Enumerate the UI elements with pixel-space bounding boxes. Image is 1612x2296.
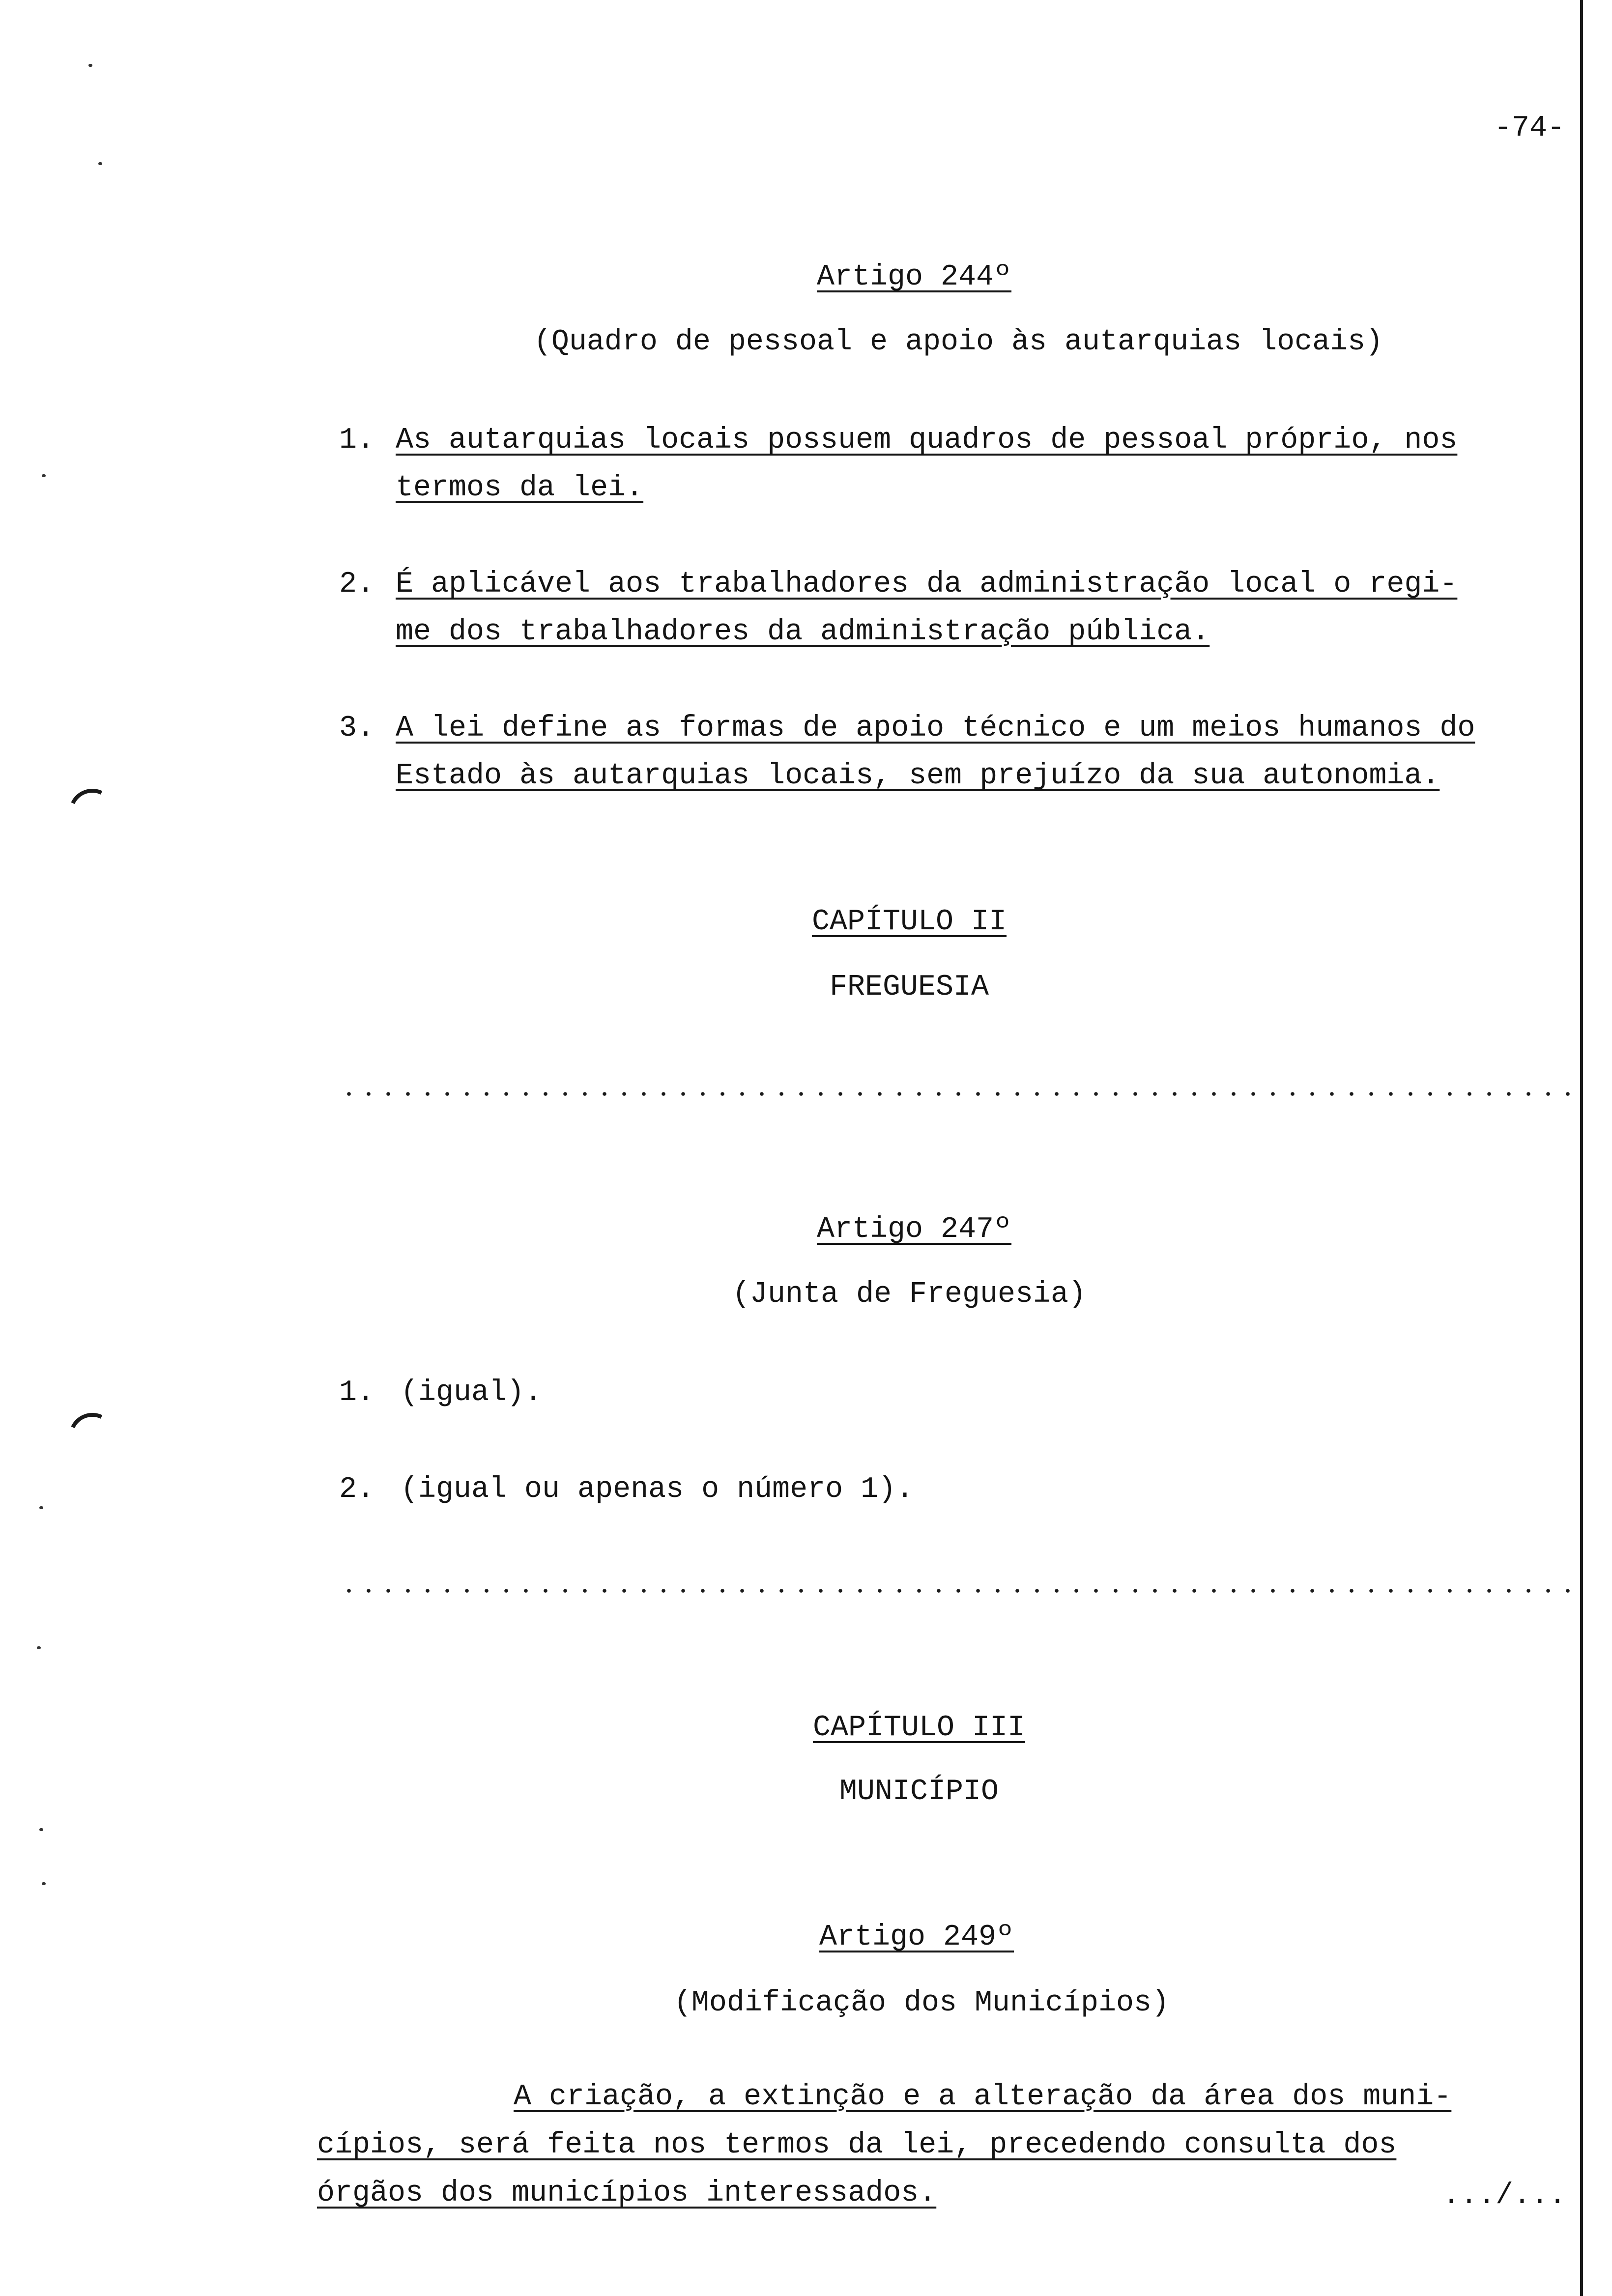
paragraph: A criação, a extinção e a alteração da área dos muni- cípios, será feita nos termos da lei, precedendo consulta dos órgãos dos municípios interessados. [317, 2080, 1452, 2210]
item-number: 2. [339, 568, 375, 601]
chapter-label: CAPÍTULO II [811, 905, 1007, 939]
ellipsis-separator [339, 1092, 1570, 1096]
scan-speck [39, 1828, 43, 1831]
article-title: Artigo 247º [816, 1213, 1012, 1246]
item-text: A lei define as formas de apoio técnico e um meios humanos do Estado às autarquias locais, sem prejuízo da sua autonomia. [396, 712, 1475, 793]
item-number: 1. [339, 424, 375, 457]
scan-speck [37, 1646, 41, 1649]
scan-speck [39, 1506, 43, 1509]
article-title: Artigo 244º [816, 260, 1012, 294]
scan-speck [98, 162, 102, 165]
item-number: 2. [339, 1473, 375, 1506]
page-number: -74- [1494, 112, 1565, 145]
ellipsis-separator [339, 1589, 1570, 1593]
right-margin-rule [1580, 0, 1583, 2296]
scan-speck [42, 1882, 46, 1885]
article-subtitle: (Quadro de pessoal e apoio às autarquias locais) [533, 325, 1383, 359]
scan-speck [88, 64, 92, 67]
item-text: (igual). [401, 1376, 543, 1409]
binder-hole-mark-bottom [62, 1406, 122, 1466]
article-title: Artigo 249º [819, 1921, 1014, 1954]
item-number: 3. [339, 712, 375, 745]
chapter-name: FREGUESIA [829, 971, 989, 1004]
chapter-name: MUNICÍPIO [839, 1775, 999, 1808]
scan-speck [42, 474, 46, 477]
chapter-label: CAPÍTULO III [812, 1711, 1026, 1745]
continuation-mark: .../... [1442, 2179, 1567, 2212]
binder-hole-mark-top [62, 782, 122, 842]
item-number: 1. [339, 1376, 375, 1409]
article-subtitle: (Modificação dos Municípios) [673, 1986, 1170, 2020]
item-text: As autarquias locais possuem quadros de pessoal próprio, nos termos da lei. [396, 424, 1458, 505]
article-subtitle: (Junta de Freguesia) [732, 1278, 1087, 1311]
item-text: É aplicável aos trabalhadores da administração local o regi- me dos trabalhadores da administração pública. [396, 568, 1458, 649]
item-text: (igual ou apenas o número 1). [401, 1473, 914, 1506]
